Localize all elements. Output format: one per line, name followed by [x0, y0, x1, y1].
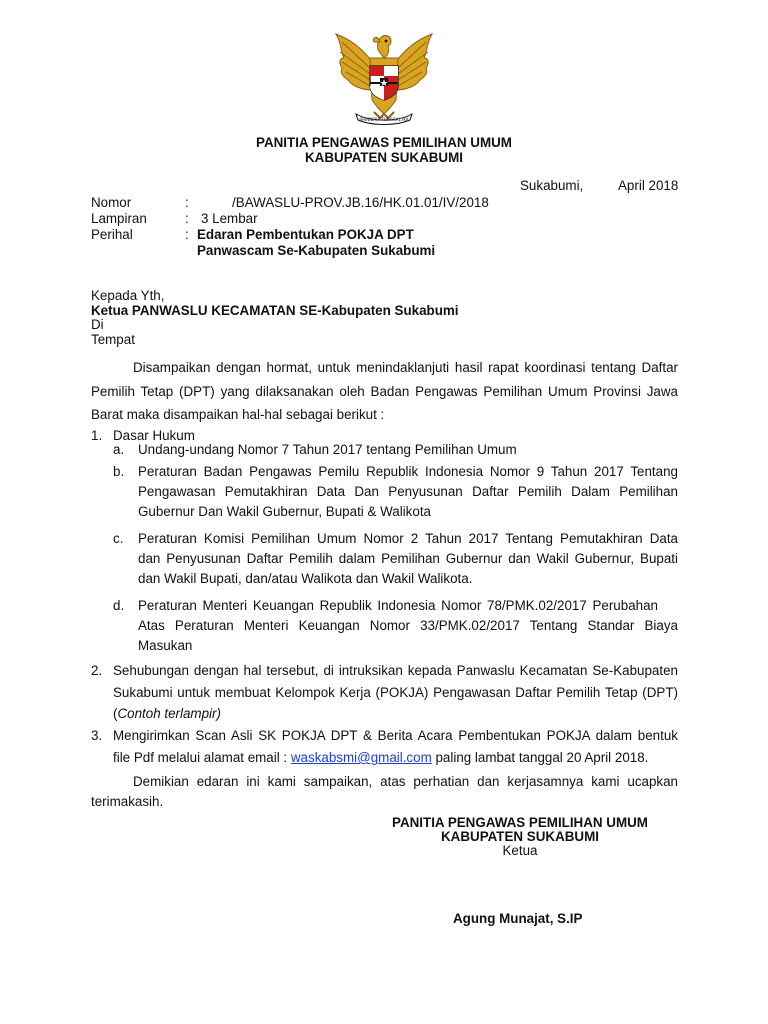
- intro-line-3: Barat maka disampaikan hal-hal sebagai berikut :: [91, 407, 385, 422]
- nomor-value: /BAWASLU-PROV.JB.16/HK.01.01/IV/2018: [232, 195, 489, 210]
- lampiran-label: Lampiran: [91, 211, 147, 226]
- org-title-line2: KABUPATEN SUKABUMI: [305, 150, 463, 165]
- item1-number: 1.: [91, 428, 103, 443]
- svg-text:BHINNEKA TUNGGAL IKA: BHINNEKA TUNGGAL IKA: [359, 117, 409, 122]
- recipient-di: Di: [91, 317, 104, 332]
- item1d-line-2: Atas Peraturan Menteri Keuangan Nomor 33/PMK.02/2017 Tentang Standar Biaya: [138, 618, 678, 633]
- item1-title: Dasar Hukum: [113, 428, 195, 443]
- place-label: Sukabumi,: [520, 178, 584, 193]
- nomor-colon: :: [185, 195, 189, 210]
- garuda-emblem-icon: [330, 28, 438, 126]
- recipient-greeting: Kepada Yth,: [91, 288, 165, 303]
- item2-paren: (: [113, 706, 118, 721]
- nomor-label: Nomor: [91, 195, 132, 210]
- item1c-letter: c.: [113, 531, 124, 546]
- item1b-line-3: Gubernur Dan Wakil Gubernur, Bupati & Walikota: [138, 504, 431, 519]
- item1d-line-1: Peraturan Menteri Keuangan Republik Indonesia Nomor 78/PMK.02/2017 Perubahan: [138, 598, 658, 613]
- item2-line-2: Sukabumi untuk membuat Kelompok Kerja (POKJA) Pengawasan Daftar Pemilih Tetap (DPT): [113, 685, 678, 700]
- item2-number: 2.: [91, 663, 103, 678]
- item3-line-2: [113, 748, 648, 767]
- org-title-line1: PANITIA PENGAWAS PEMILIHAN UMUM: [256, 135, 512, 150]
- perihal-value-line1: Edaran Pembentukan POKJA DPT: [197, 227, 414, 242]
- intro-line-1: Disampaikan dengan hormat, untuk menindaklanjuti hasil rapat koordinasi tentang Daftar: [133, 360, 678, 375]
- item1a-letter: a.: [113, 442, 125, 457]
- recipient-place: Tempat: [91, 332, 135, 347]
- item1d-letter: d.: [113, 598, 125, 613]
- item3-line-1: Mengirimkan Scan Asli SK POKJA DPT & Berita Acara Pembentukan POKJA dalam bentuk: [113, 728, 678, 743]
- item1d-line-3: Masukan: [138, 638, 193, 653]
- item2-line-3: [113, 704, 221, 723]
- closing-line-2: terimakasih.: [91, 794, 164, 809]
- item1b-line-1: Peraturan Badan Pengawas Pemilu Republik Indonesia Nomor 9 Tahun 2017 Tentang: [138, 464, 678, 479]
- perihal-colon: :: [185, 227, 189, 242]
- item2-line-1: Sehubungan dengan hal tersebut, di intruksikan kepada Panwaslu Kecamatan Se-Kabupaten: [113, 663, 678, 678]
- item1a-text: Undang-undang Nomor 7 Tahun 2017 tentang Pemilihan Umum: [138, 442, 517, 457]
- signature-role: Ketua: [502, 843, 538, 858]
- intro-line-2: Pemilih Tetap (DPT) yang dilaksanakan oleh Badan Pengawas Pemilihan Umum Provinsi Jawa: [91, 384, 678, 399]
- lampiran-value: 3 Lembar: [201, 211, 258, 226]
- item1c-line-3: dan Wakil Bupati, dan/atau Walikota dan Wakil Walikota.: [138, 571, 473, 586]
- perihal-label: Perihal: [91, 227, 133, 242]
- date-label: April 2018: [618, 178, 679, 193]
- perihal-value-line2: Panwascam Se-Kabupaten Sukabumi: [197, 243, 436, 258]
- item2-example-note: Contoh terlampir): [117, 706, 221, 721]
- signature-org-line2: KABUPATEN SUKABUMI: [441, 829, 599, 844]
- lampiran-colon: :: [185, 211, 189, 226]
- signature-org-line1: PANITIA PENGAWAS PEMILIHAN UMUM: [392, 815, 648, 830]
- email-link[interactable]: waskabsmi@gmail.com: [290, 750, 432, 765]
- item1c-line-2: dan Penyusunan Daftar Pemilih dalam Pemilihan Gubernur dan Wakil Gubernur, Bupati: [138, 551, 678, 566]
- item3-number: 3.: [91, 728, 103, 743]
- item3-deadline: paling lambat tanggal 20 April 2018.: [435, 750, 649, 765]
- closing-line-1: Demikian edaran ini kami sampaikan, atas perhatian dan kerjasamnya kami ucapkan: [133, 774, 678, 789]
- item1b-letter: b.: [113, 464, 125, 479]
- item1c-line-1: Peraturan Komisi Pemilihan Umum Nomor 2 Tahun 2017 Tentang Pemutakhiran Data: [138, 531, 678, 546]
- signatory-name: Agung Munajat, S.IP: [453, 911, 583, 926]
- item3-email-prefix: file Pdf melalui alamat email :: [113, 750, 288, 765]
- recipient-name: Ketua PANWASLU KECAMATAN SE-Kabupaten Sukabumi: [91, 303, 459, 318]
- item1b-line-2: Pengawasan Pemutakhiran Data Dan Penyusunan Daftar Pemilih Dalam Pemilihan: [138, 484, 678, 499]
